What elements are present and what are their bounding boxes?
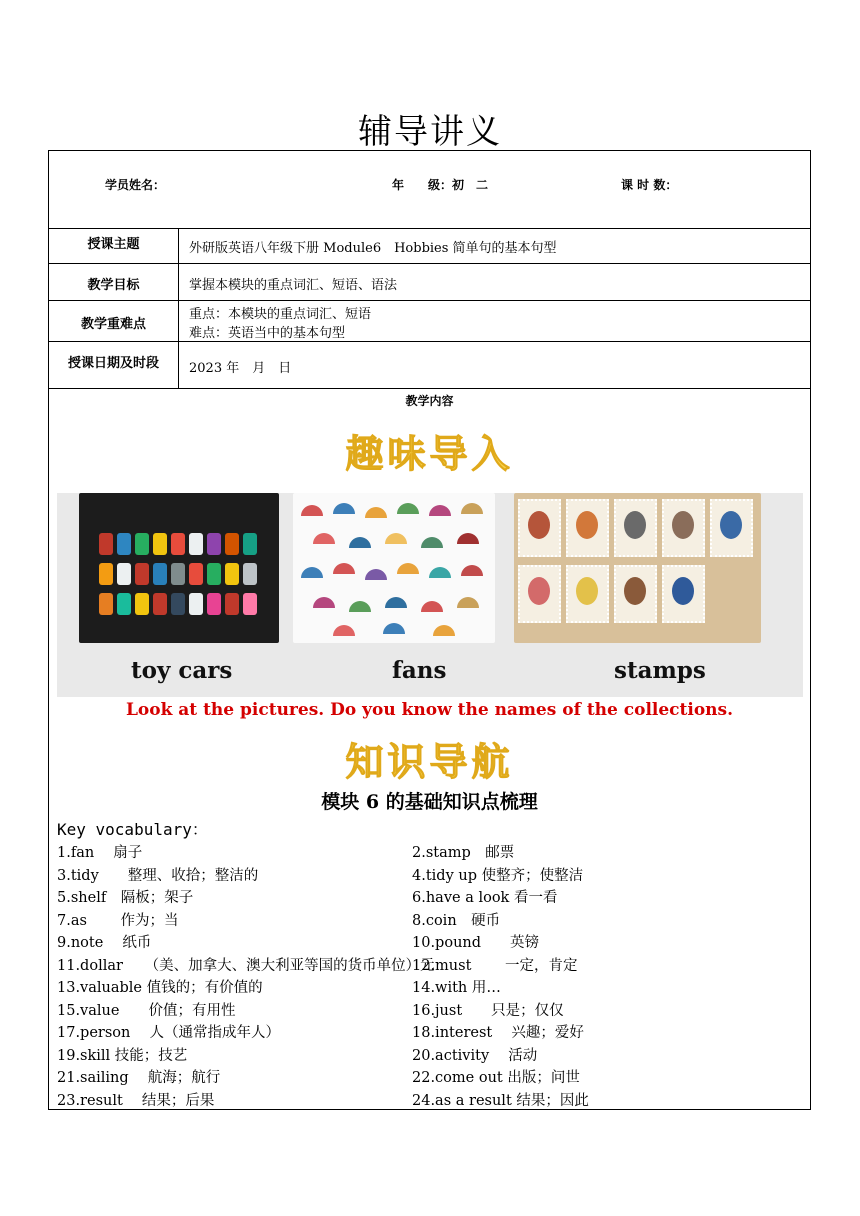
car-icon [225, 593, 239, 615]
car-icon [225, 563, 239, 585]
collections-question: Look at the pictures. Do you know the names of the collections. [125, 700, 734, 720]
vocab-entry: 16.just 只是；仅仅 [412, 1002, 564, 1019]
vocab-entry: 2.stamp 邮票 [412, 845, 515, 861]
vocab-entry: 14.with 用… [412, 980, 501, 996]
car-icon [99, 563, 113, 585]
fan-icon [461, 565, 483, 576]
toy-cars-photo [79, 493, 279, 643]
vocab-entry: 6.have a look 看一看 [412, 890, 558, 906]
divider [49, 388, 810, 389]
vocab-entry: 15.value 价值；有用性 [57, 1002, 236, 1019]
fan-icon [421, 537, 443, 548]
toy-cars-caption: toy cars [131, 657, 233, 684]
fan-icon [397, 563, 419, 574]
stamp-icon [662, 565, 705, 623]
vocab-entry: 3.tidy 整理、收拾；整洁的 [57, 867, 259, 884]
fan-icon [461, 503, 483, 514]
knowledge-banner: 知识导航 [345, 740, 514, 784]
fan-icon [457, 597, 479, 608]
vocab-entry: 11.dollar （美、加拿大、澳大利亚等国的货币单位）元 [57, 957, 435, 974]
vocab-row [57, 909, 797, 932]
stamp-icon [518, 499, 561, 557]
car-icon [135, 593, 149, 615]
car-icon [243, 593, 257, 615]
car-icon [207, 563, 221, 585]
content-title: 教学内容 [405, 394, 454, 408]
topic-value: 外研版英语八年级下册 Module6 Hobbies 简单句的基本句型 [189, 241, 557, 256]
vocab-entry: 10.pound 英镑 [412, 935, 540, 951]
car-icon [153, 563, 167, 585]
fan-icon [433, 625, 455, 636]
fan-icon [333, 503, 355, 514]
car-icon [171, 563, 185, 585]
fan-icon [365, 507, 387, 518]
vocab-entry: 21.sailing 航海；航行 [57, 1070, 221, 1086]
fan-icon [383, 623, 405, 634]
fan-icon [333, 563, 355, 574]
key-points-label: 教学重难点 [80, 317, 146, 332]
date-label: 授课日期及时段 [67, 356, 159, 371]
document-title: 辅导讲义 [358, 112, 502, 152]
vocab-row [57, 1021, 797, 1044]
vocab-entry: 1.fan 扇子 [57, 845, 143, 861]
vocab-row [57, 886, 797, 909]
stamp-icon [518, 565, 561, 623]
car-icon [171, 533, 185, 555]
car-icon [153, 593, 167, 615]
vocab-entry: 7.as 作为；当 [57, 912, 179, 929]
vocab-row [57, 1089, 797, 1112]
fan-icon [429, 567, 451, 578]
fan-icon [313, 597, 335, 608]
vocab-entry: 17.person 人（通常指成年人） [57, 1025, 280, 1041]
intro-banner: 趣味导入 [345, 432, 514, 476]
fan-icon [301, 567, 323, 578]
vocab-entry: 13.valuable 值钱的；有价值的 [57, 980, 263, 996]
stamp-icon [614, 499, 657, 557]
section-title: 模块 6 的基础知识点梳理 [321, 791, 538, 813]
car-icon [243, 563, 257, 585]
vocab-row [57, 954, 797, 977]
car-icon [189, 563, 203, 585]
objective-value: 掌握本模块的重点词汇、短语、语法 [189, 278, 398, 293]
car-icon [135, 533, 149, 555]
key-vocabulary-heading: Key vocabulary： [57, 820, 208, 839]
car-icon [225, 533, 239, 555]
difficult-points-value: 难点：英语当中的基本句型 [189, 326, 346, 341]
stamp-icon [566, 499, 609, 557]
vocab-entry: 19.skill 技能；技艺 [57, 1047, 188, 1064]
car-icon [189, 593, 203, 615]
vocab-row [57, 999, 797, 1022]
vocab-entry: 24.as a result 结果；因此 [412, 1092, 589, 1109]
car-icon [99, 593, 113, 615]
stamp-icon [566, 565, 609, 623]
fan-icon [313, 533, 335, 544]
stamp-icon [614, 565, 657, 623]
date-value: 2023 年 月 日 [189, 361, 292, 376]
vocab-row [57, 864, 797, 887]
lesson-table [48, 150, 811, 1110]
car-icon [207, 593, 221, 615]
student-name-label: 学员姓名： [105, 178, 166, 192]
divider [49, 300, 810, 301]
vocab-entry: 12.must 一定，肯定 [412, 957, 578, 974]
vocab-row [57, 931, 797, 954]
fan-icon [365, 569, 387, 580]
car-icon [117, 533, 131, 555]
vocab-row [57, 1044, 797, 1067]
vocab-entry: 5.shelf 隔板；架子 [57, 890, 194, 906]
fan-icon [421, 601, 443, 612]
car-icon [99, 533, 113, 555]
fan-icon [385, 597, 407, 608]
car-icon [243, 533, 257, 555]
vocab-entry: 18.interest 兴趣；爱好 [412, 1025, 584, 1041]
stamp-icon [662, 499, 705, 557]
vocab-entry: 9.note 纸币 [57, 935, 152, 951]
fan-icon [333, 625, 355, 636]
fans-photo [293, 493, 495, 643]
car-icon [153, 533, 167, 555]
vocab-row [57, 1066, 797, 1089]
divider [49, 228, 810, 229]
car-icon [189, 533, 203, 555]
vocab-row [57, 841, 797, 864]
fan-icon [429, 505, 451, 516]
fans-caption: fans [392, 657, 447, 684]
divider [49, 263, 810, 264]
key-points-value: 重点：本模块的重点词汇、短语 [189, 307, 372, 322]
vocab-entry: 4.tidy up 使整齐；使整洁 [412, 867, 584, 884]
objective-label: 教学目标 [87, 278, 140, 293]
car-icon [117, 563, 131, 585]
divider [49, 341, 810, 342]
column-divider [178, 228, 179, 388]
collections-picture [57, 493, 803, 697]
fan-icon [349, 601, 371, 612]
vocab-entry: 22.come out 出版；问世 [412, 1070, 580, 1086]
topic-label: 授课主题 [87, 237, 140, 252]
fan-icon [301, 505, 323, 516]
vocabulary-list [57, 841, 797, 1111]
car-icon [171, 593, 185, 615]
grade-label: 年 级：初 二 [392, 178, 489, 192]
stamp-icon [710, 499, 753, 557]
vocab-entry: 20.activity 活动 [412, 1047, 538, 1064]
car-icon [207, 533, 221, 555]
fan-icon [457, 533, 479, 544]
vocab-row [57, 976, 797, 999]
car-icon [117, 593, 131, 615]
stamps-caption: stamps [614, 657, 706, 684]
class-hours-label: 课 时 数： [621, 178, 678, 192]
stamps-photo [514, 493, 761, 643]
fan-icon [385, 533, 407, 544]
vocab-entry: 8.coin 硬币 [412, 912, 501, 929]
car-icon [135, 563, 149, 585]
fan-icon [349, 537, 371, 548]
fan-icon [397, 503, 419, 514]
vocab-entry: 23.result 结果；后果 [57, 1092, 215, 1109]
